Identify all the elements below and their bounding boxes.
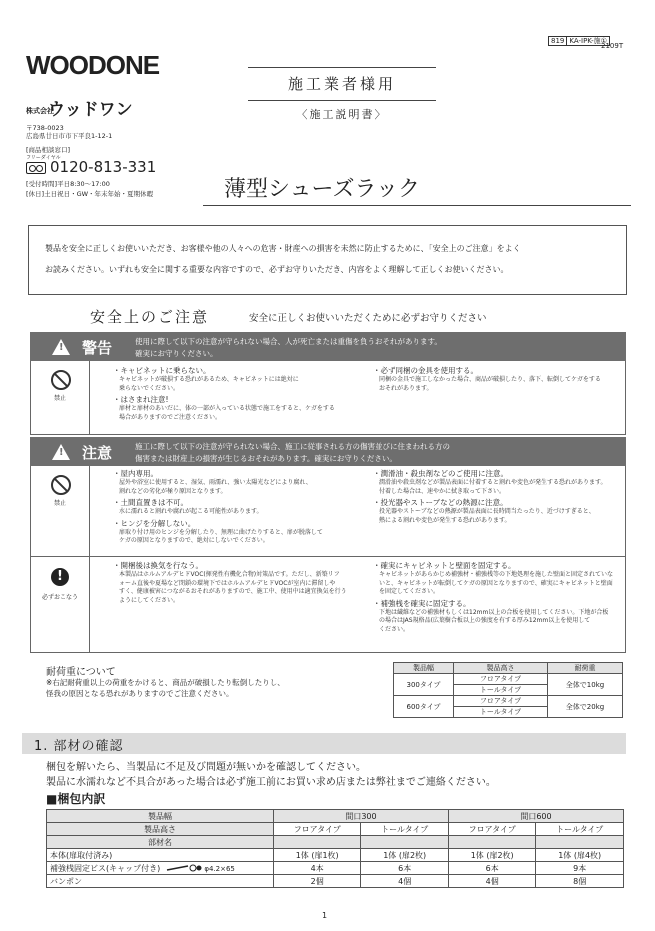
warning-item-body: 同梱の金具で施工しなかった場合、商品が破損したり、落下、転倒してケガをする (379, 376, 601, 383)
warning-item-body: おそれがあります。 (379, 384, 433, 392)
phone-number: 0120-813-331 (50, 158, 157, 176)
parts-height: トールタイプ (361, 823, 449, 836)
load-cell-load: 全体で10kg (548, 674, 623, 696)
part-qty: 1体 (扉2枚) (448, 849, 535, 862)
load-title: 耐荷重について (46, 667, 116, 678)
load-table (393, 662, 623, 718)
caution-item-title: ・補強桟を確実に固定する。 (373, 598, 471, 608)
caution-prohibit-right-items (373, 469, 607, 525)
warning-item-body: 乗らないでください。 (119, 384, 180, 392)
caution-item-title: ・ヒンジを分解しない。 (113, 518, 196, 528)
part-name-cell (47, 862, 274, 875)
parts-height: フロアタイプ (448, 823, 535, 836)
caution-item-body: 扉取り付け用のヒンジを分解したり、無理に曲げたりすると、扉が脱落して (119, 528, 323, 536)
safety-subtitle: 安全に正しくお使いいただくために必ずお守りください (249, 313, 487, 324)
parts-section-bar (22, 733, 626, 754)
address: 広島県廿日市市下平良1-12-1 (26, 132, 113, 140)
part-qty: 1体 (扉1枚) (274, 849, 361, 862)
part-qty: 4個 (361, 875, 449, 888)
prohibit-label: 禁止 (53, 500, 66, 507)
screw-spec: φ4.2×65 (204, 864, 235, 873)
caution-item-body: 下地は繊維などの補強材もしくは12mm以上の合板を使用してください。下地が合板 (379, 608, 609, 616)
warning-icon-cell (31, 361, 90, 434)
part-name: 補強桟固定ビス(キャップ付き) (50, 863, 161, 873)
caution-item-body: 割れなどの劣化が極り原因となります。 (119, 487, 227, 495)
load-cell-width: 300タイプ (394, 674, 454, 696)
parts-height: トールタイプ (536, 823, 624, 836)
part-qty: 4本 (274, 862, 361, 875)
part-qty: 2個 (274, 875, 361, 888)
caution-item-title: ・土間直置きは不可。 (113, 498, 188, 507)
parts-height-row (47, 823, 624, 836)
prohibit-label: 禁止 (53, 395, 66, 402)
warning-left-items (113, 366, 335, 422)
freedial-icon (26, 162, 46, 174)
caution-prohibit-content (30, 466, 626, 557)
doc-date: 2109T (601, 42, 624, 50)
caution-label: 注意 (82, 444, 113, 462)
woodone-logo: WOODONE (26, 50, 160, 80)
caution-desc-2: 傷害または財産上の損害が生じるおそれがあります。確実にお守りください。 (135, 454, 397, 463)
warning-content (30, 361, 626, 435)
parts-height: フロアタイプ (274, 823, 361, 836)
parts-width-600: 間口600 (448, 810, 623, 823)
part-qty: 4個 (448, 875, 535, 888)
safety-title: 安全上のご注意 (90, 308, 210, 326)
company-prefix: 株式会社 (26, 106, 54, 115)
caution-must-right-items (373, 561, 613, 634)
table-row (47, 875, 624, 888)
caution-prohibit-left-items (113, 469, 323, 546)
caution-item-body: 屋外や浴室に使用すると、湿気、雨濡れ、強い太陽光などにより腐れ、 (119, 479, 312, 486)
postal: 〒738-0023 (26, 124, 64, 132)
intro-box (28, 225, 627, 295)
header-title: 施工業者様用 (287, 75, 396, 93)
holidays: [休日]土日祝日・GW・年末年始・夏期休暇 (26, 190, 154, 198)
contact-label: [商品相談窓口] (26, 146, 71, 154)
caution-item-body: ォーム直後や夏場など閉鎖の環境下ではホルムアルデヒドVOCが室内に滞留しや (119, 579, 336, 587)
load-header-row (394, 663, 623, 674)
freedial-label: フリーダイヤル (26, 155, 61, 161)
header-subtitle: 〈施工説明書〉 (296, 108, 388, 121)
part-qty: 9本 (536, 862, 624, 875)
caution-prohibit-icon-cell (31, 466, 90, 556)
parts-header-width: 製品幅 (47, 810, 274, 823)
load-cell-height: トールタイプ (454, 685, 548, 696)
part-qty: 6本 (448, 862, 535, 875)
caution-item-body: 潤滑油や殺虫剤などが製品表面に付着すると割れや変色が発生する恐れがあります。 (379, 479, 607, 486)
caution-item-body: ようにしてください。 (119, 596, 180, 604)
caution-item-body: 付着した場合は、速やかに拭き取って下さい。 (379, 487, 506, 495)
caution-item-title: ・潤滑油・殺虫剤などのご使用に注意。 (373, 469, 508, 478)
caution-bar (30, 437, 626, 466)
hours: [受付時間]平日8:30〜17:00 (26, 180, 110, 188)
parts-section-title: 1. 部材の確認 (34, 739, 124, 754)
part-qty: 8個 (536, 875, 624, 888)
load-cell-height: フロアタイプ (454, 696, 548, 707)
caution-must-content (30, 556, 626, 653)
load-note-2: 怪我の原因となる恐れがありますのでご注意ください。 (46, 689, 234, 698)
caution-item-body: 熱による割れや変色が発生する恐れがあります。 (379, 516, 511, 524)
caution-item-body: 投光器やストーブなどの熱源が製品表面に長時間当たったり、近づけすぎると、 (379, 508, 595, 515)
warning-item-body: 場合がありますのでご注意ください。 (119, 413, 222, 421)
caution-item-body: すく、健康被害につながるおそれがありますので、施工中、使用中は適宜換気を行う (119, 588, 347, 595)
part-name: 本体(扉取付済み) (47, 849, 274, 862)
prohibit-icon (51, 370, 71, 390)
load-header-width: 製品幅 (394, 663, 454, 674)
header-underline (203, 205, 631, 206)
caution-item-title: ・開梱後は換気を行なう。 (113, 561, 203, 570)
exclamation-icon: ! (51, 568, 69, 586)
part-name: バンポン (47, 875, 274, 888)
caution-item-body: の場合はJAS規格品(広葉樹合板以上の強度を有する厚み12mm以上を使用して (379, 617, 591, 624)
load-row (394, 674, 623, 685)
warning-label: 警告 (82, 339, 113, 357)
header-title-box (248, 67, 436, 101)
caution-item-body: ケガの原因となりますので、絶対にしないでください。 (119, 537, 269, 544)
parts-line-2: 製品に水濡れなど不具合があった場合は必ず施工前にお買い求め店または弊社までご連絡ください。 (46, 777, 496, 788)
caution-item-body: を固定してください。 (379, 588, 440, 595)
warning-right-items (373, 366, 601, 393)
table-row (47, 862, 624, 875)
load-cell-height: トールタイプ (454, 707, 548, 718)
caution-must-left-items (113, 561, 347, 605)
company-name (26, 95, 133, 120)
warning-item-body: キャビネットが破損する恐れがあるため、キャビネットには絶対に (119, 376, 299, 383)
caution-desc-1: 施工に際して以下の注意が守られない場合、施工に従事される方の傷害並びに住まわれる方の (135, 442, 450, 451)
caution-must-icon-cell (31, 556, 90, 652)
page-number: 1 (322, 911, 328, 920)
load-header-load: 耐荷重 (548, 663, 623, 674)
caution-item-body: キャビネットがあらかじめ補強材・補強桟等の下地処理を施した壁面と固定されていな (379, 571, 614, 578)
caution-item-title: ・屋内専用。 (113, 469, 158, 478)
parts-list-title: ■梱包内訳 (46, 792, 106, 806)
screw-icon (166, 864, 202, 872)
caution-item-body: 本製品はホルムアルデヒドVOC(揮発性有機化合物)対策品です。ただし、新築リフ (119, 571, 340, 578)
company-logo-text: ウッドワン (48, 100, 133, 120)
part-qty: 6本 (361, 862, 449, 875)
caution-item-body: ください。 (379, 625, 410, 633)
warning-desc-2: 確実にお守りください。 (135, 349, 218, 358)
part-qty: 1体 (扉4枚) (536, 849, 624, 862)
product-name: 薄型シューズラック (224, 177, 421, 202)
parts-width-row (47, 810, 624, 823)
warning-item-title: ・必ず同梱の金具を使用する。 (373, 366, 478, 375)
parts-header-height: 製品高さ (47, 823, 274, 836)
warning-item-title: ・はさまれ注意! (113, 395, 169, 404)
caution-item-body: 水に濡れると割れや腐れが起こる可能性があります。 (119, 508, 263, 515)
doc-number: 819 (548, 36, 567, 46)
prohibit-icon (51, 475, 71, 495)
warning-bar (30, 332, 626, 361)
caution-item-body: いと、キャビネットが転倒してケガの原因となりますので、確実にキャビネットと壁面 (379, 579, 613, 587)
load-cell-load: 全体で20kg (548, 696, 623, 718)
caution-item-title: ・投光器やストーブなどの熱源に注意。 (373, 498, 508, 507)
parts-name-header-row (47, 836, 624, 849)
load-cell-height: フロアタイプ (454, 674, 548, 685)
caution-triangle-icon: ! (52, 444, 70, 460)
caution-item-title: ・確実にキャビネットと壁面を固定する。 (373, 561, 516, 570)
intro-line-2: お読みください。いずれも安全に関する重要な内容ですので、必ずお守りいただき、内容をよく理解して正しくお使いください。 (45, 265, 509, 274)
intro-line-1: 製品を安全に正しくお使いいただき、お客様や他の人々への危害・財産への損害を未然に防止するために、「安全上のご注意」をよく (45, 244, 521, 253)
load-cell-width: 600タイプ (394, 696, 454, 718)
parts-table (46, 809, 624, 888)
warning-triangle-icon: ! (52, 339, 70, 355)
warning-item-body: 扉材と扉材のあいだに、体の一部が入っている状態で施工をすると、ケガをする (119, 405, 335, 412)
doc-code-id: KA-IPK-施① (567, 36, 610, 46)
parts-width-300: 間口300 (274, 810, 449, 823)
parts-line-1: 梱包を解いたら、当製品に不足及び問題が無いかを確認してください。 (46, 762, 366, 773)
parts-header-part: 部材名 (47, 836, 274, 849)
table-row (47, 849, 624, 862)
warning-item-title: ・キャビネットに乗らない。 (113, 366, 211, 375)
load-header-height: 製品高さ (454, 663, 548, 674)
must-label: 必ずおこなう (41, 594, 78, 601)
part-qty: 1体 (扉2枚) (361, 849, 449, 862)
warning-desc-1: 使用に際して以下の注意が守られない場合、人が死亡または重傷を負うおそれがあります。 (135, 337, 442, 346)
load-note-1: ※右記耐荷重以上の荷重をかけると、商品が破損したり転倒したりし、 (46, 678, 285, 687)
load-row (394, 696, 623, 707)
